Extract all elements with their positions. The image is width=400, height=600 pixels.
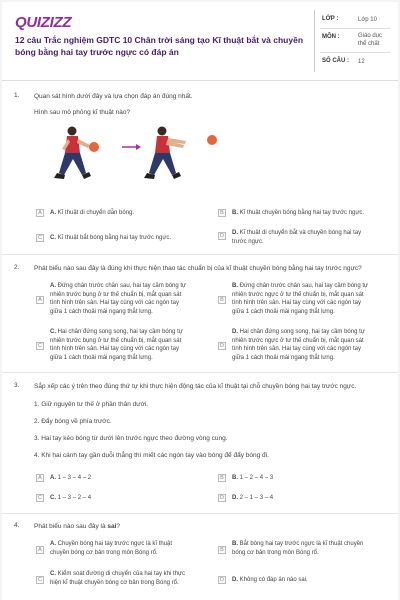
question-1-number: 1. xyxy=(14,92,20,99)
option-box-a[interactable]: A xyxy=(36,474,44,482)
option-box-b[interactable]: B xyxy=(218,209,226,217)
option-box-b[interactable]: B xyxy=(218,296,226,304)
header xyxy=(2,2,398,80)
question-separator xyxy=(2,513,398,514)
quizizz-logo: QUIZIZZ xyxy=(15,14,72,31)
subject-value-1: Giáo dục xyxy=(358,33,383,39)
option-box-c[interactable]: C xyxy=(36,234,44,242)
option-box-c[interactable]: C xyxy=(36,342,44,350)
question-4-text: Phát biểu nào sau đây là sai? xyxy=(34,523,121,530)
count-label: SỐ CÂU : xyxy=(322,58,349,64)
q3-option-b: B. 1 – 2 – 4 – 3 xyxy=(232,475,274,481)
question-separator xyxy=(2,372,398,373)
player-2 xyxy=(144,127,186,180)
page-title: 12 câu Trắc nghiệm GDTC 10 Chân trời sáng tạo Kĩ thuật bắt và chuyền bóng bằng hai tay trước ngực có đáp án xyxy=(15,35,304,57)
q3-option-a: A. 1 – 3 – 4 – 2 xyxy=(50,475,92,481)
option-box-b[interactable]: B xyxy=(218,546,226,554)
question-1-text: Quan sát hình dưới đây và lựa chọn đáp án đúng nhất. xyxy=(34,93,193,100)
q3-option-c: C. 1 – 3 – 2 – 4 xyxy=(50,495,92,501)
subject-label: MÔN : xyxy=(322,34,340,40)
q2-option-d: D. Hai chân đứng song song, hai tay cầm bóng tự nhiên trước ngực ở tư thế chuẩn bị, mắt quan sát tình hình trên sân. Hai tay cùng với các ngón tay giữa 1 cách thoải mái ngang thắt lưng. xyxy=(232,329,365,361)
option-box-d[interactable]: D xyxy=(218,494,226,502)
meta-divider xyxy=(320,28,390,29)
class-label: LỚP : xyxy=(322,16,339,22)
option-box-d[interactable]: D xyxy=(218,232,226,240)
option-box-a[interactable]: A xyxy=(36,546,44,554)
option-box-c[interactable]: C xyxy=(36,494,44,502)
option-box-d[interactable]: D xyxy=(218,576,226,584)
q4-option-d: D. Không có đáp án nào sai. xyxy=(232,577,308,583)
q1-option-b: B. Kĩ thuật chuyền bóng bằng hai tay trước ngực. xyxy=(232,210,365,216)
worksheet-page xyxy=(2,2,398,600)
q1-option-a: A. Kĩ thuật di chuyển dẫn bóng. xyxy=(50,210,135,216)
option-box-d[interactable]: D xyxy=(218,342,226,350)
player-1 xyxy=(54,127,91,180)
option-box-a[interactable]: A xyxy=(36,209,44,217)
q2-option-b: B. Đứng chân trước chân sau, hai tay cầm bóng tự nhiên trước ngực ở tư thế chuẩn bị, mắt quan sát tình hình trên sân. Hai tay cùng với các ngón tay giữa 1 cách thoải mái ngang thắt lưng. xyxy=(232,283,369,315)
question-3-number: 3. xyxy=(14,382,20,389)
arrow-icon xyxy=(122,144,141,150)
question-3-item-1: 1. Giữ nguyên tư thế ở phần thân dưới. xyxy=(34,401,149,408)
header-bottom-line xyxy=(2,80,398,81)
question-3-item-3: 3. Hai tay kéo bóng từ dưới lên trước ngực theo đường vòng cung. xyxy=(34,435,228,442)
question-2-number: 2. xyxy=(14,264,20,271)
q4-option-c: C. Kiểm soát đường di chuyển của hai tay khi thực hiện kĩ thuật chuyền bóng cơ bản trong Bóng rổ. xyxy=(50,571,186,586)
option-box-c[interactable]: C xyxy=(36,576,44,584)
question-3-item-4: 4. Khi hai cánh tay gần duỗi thẳng thì miết các ngón tay vào bóng để đẩy bóng đi. xyxy=(34,452,269,459)
meta-divider xyxy=(320,52,390,53)
class-value: Lớp 10 xyxy=(358,17,377,23)
ball-1 xyxy=(89,142,99,152)
header-divider xyxy=(314,10,315,72)
question-1-subtext: Hình sau mô phỏng kĩ thuật nào? xyxy=(34,109,131,116)
q2-option-a: A. Đứng chân trước chân sau, hai tay cầm bóng tự nhiên trước bụng ở tư thế chuẩn bị, mắt quan sát tình hình trên sân. Hai tay cùng với các ngón tay giữa 1 cách thoải mái ngang thắt lưng. xyxy=(50,283,187,315)
basketball-pass-figure xyxy=(34,125,234,195)
q1-option-d: D. Kĩ thuật di chuyển bắt và chuyền bóng hai tay trước ngực. xyxy=(232,230,362,245)
question-4-number: 4. xyxy=(14,522,20,529)
subject-value-2: thể chất xyxy=(358,41,380,47)
question-3-item-2: 2. Đẩy bóng về phía trước. xyxy=(34,418,112,425)
option-box-a[interactable]: A xyxy=(36,296,44,304)
q1-option-c: C. Kĩ thuật bắt bóng bằng hai tay trước ngực. xyxy=(50,235,172,241)
q4-option-b: B. Bắt bóng hai tay trước ngực là kĩ thuật chuyền bóng cơ bản trong môn Bóng rổ. xyxy=(232,541,364,556)
count-value: 12 xyxy=(358,59,365,65)
q2-option-c: C. Hai chân đứng song song, hai tay cầm bóng tự nhiên trước bụng ở tư thế chuẩn bị, mắt quan sát tình hình trên sân. Hai tay cùng với các ngón tay giữa 1 cách thoải mái ngang thắt lưng. xyxy=(50,329,183,361)
question-2-text: Phát biểu nào sau đây là đúng khi thực hiện thao tác chuẩn bị của kĩ thuật chuyền bóng bằng hai tay trước ngực? xyxy=(34,265,362,272)
q3-option-d: D. 2 – 1 – 3 – 4 xyxy=(232,495,274,501)
question-3-text: Sắp xếp các ý trên theo đúng thứ tự khi thực hiện động tác của kĩ thuật tại chỗ chuyền bóng hai tay trước ngực. xyxy=(34,383,357,390)
ball-2 xyxy=(207,135,217,145)
q4-option-a: A. Chuyền bóng hai tay trước ngực là kĩ thuật chuyền bóng cơ bản trong môn Bóng rổ. xyxy=(50,541,173,556)
question-separator xyxy=(2,254,398,255)
option-box-b[interactable]: B xyxy=(218,474,226,482)
